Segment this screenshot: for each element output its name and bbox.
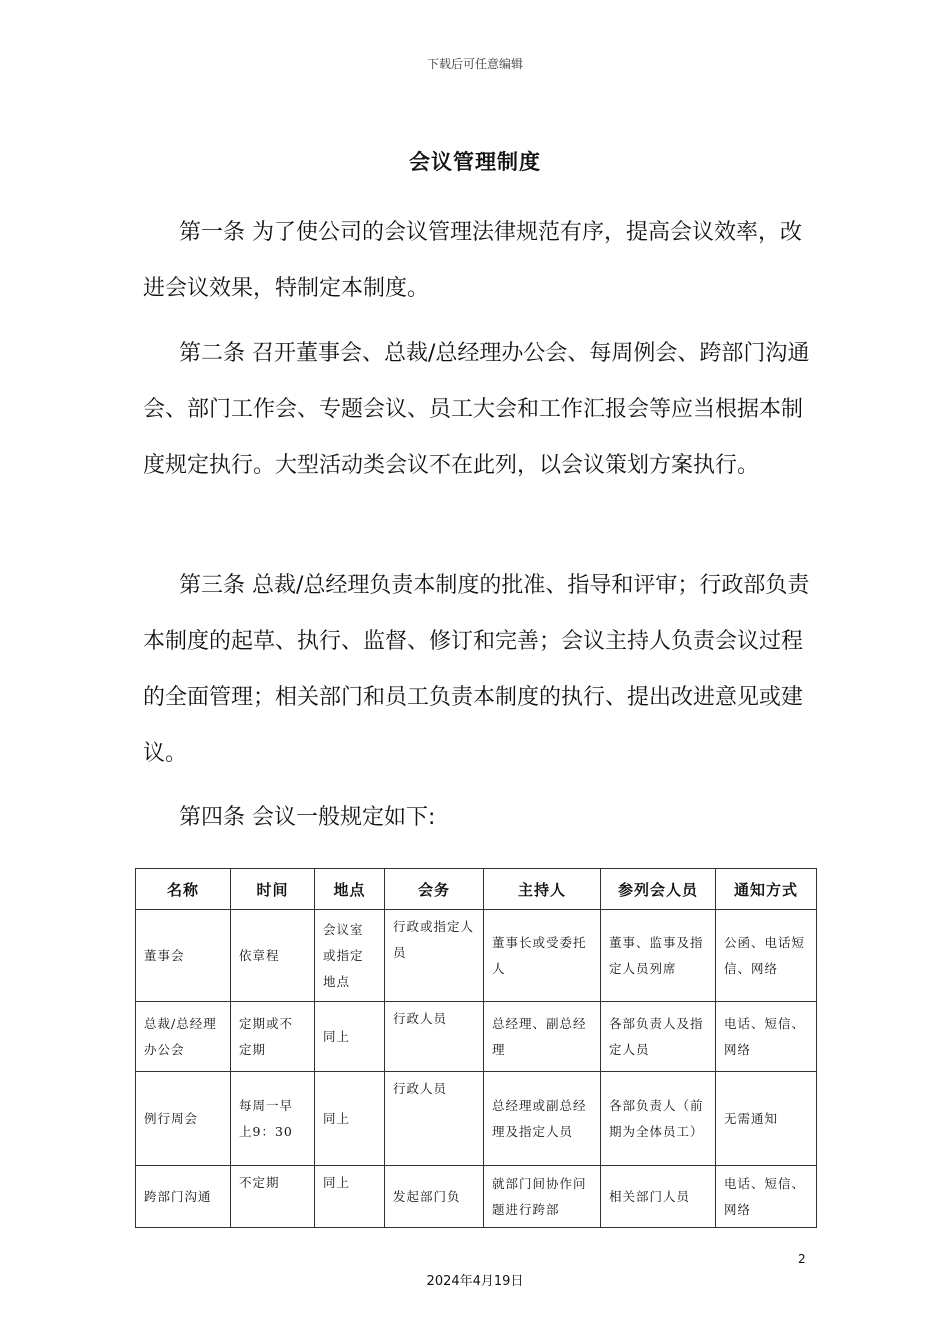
header-attendees: 参列会人员 [601,869,716,910]
header-notice: 通知方式 [716,869,817,910]
header-host: 主持人 [484,869,601,910]
table-row [136,910,817,1002]
article-3-paragraph: 第三条 总裁/总经理负责本制度的批准、指导和评审；行政部负责本制度的起草、执行、监督、修订和完善；会议主持人负责会议过程的全面管理；相关部门和员工负责本制度的执行、提出改进意见或建议。 [143,573,810,766]
table-header-row [136,869,817,910]
cell-affairs: 行政人员 [385,1072,484,1166]
meeting-rules-table [135,868,817,1228]
cell-host: 总经理或副总经理及指定人员 [484,1072,601,1166]
cell-notice: 电话、短信、网络 [716,1166,817,1228]
cell-host: 就部门间协作问题进行跨部 [484,1166,601,1228]
header-name: 名称 [136,869,231,910]
cell-affairs: 发起部门负 [385,1166,484,1228]
cell-host: 董事长或受委托人 [484,910,601,1002]
page-number: 2 [798,1252,806,1266]
cell-location: 会议室或指定地点 [315,910,385,1002]
cell-time: 不定期 [231,1166,315,1228]
cell-attendees: 各部负责人及指定人员 [601,1002,716,1072]
table-row [136,1072,817,1166]
cell-time: 定期或不定期 [231,1002,315,1072]
header-note: 下载后可任意编辑 [426,57,523,71]
cell-name: 董事会 [136,910,231,1002]
cell-host: 总经理、副总经理 [484,1002,601,1072]
cell-notice: 电话、短信、网络 [716,1002,817,1072]
cell-time: 依章程 [231,910,315,1002]
article-1-paragraph: 第一条 为了使公司的会议管理法律规范有序，提高会议效率，改进会议效果，特制定本制度。 [143,220,802,301]
cell-affairs: 行政或指定人员 [385,910,484,1002]
cell-name: 例行周会 [136,1072,231,1166]
header-affairs: 会务 [385,869,484,910]
cell-location: 同上 [315,1072,385,1166]
table-row [136,1166,817,1228]
table-row [136,1002,817,1072]
cell-attendees: 相关部门人员 [601,1166,716,1228]
cell-notice: 公函、电话短信、网络 [716,910,817,1002]
cell-notice: 无需通知 [716,1072,817,1166]
cell-attendees: 各部负责人（前期为全体员工） [601,1072,716,1166]
article-2-paragraph: 第二条 召开董事会、总裁/总经理办公会、每周例会、跨部门沟通会、部门工作会、专题会议、员工大会和工作汇报会等应当根据本制度规定执行。大型活动类会议不在此列，以会议策划方案执行。 [143,341,810,478]
document-title: 会议管理制度 [409,150,541,174]
cell-location: 同上 [315,1002,385,1072]
header-time: 时间 [231,869,315,910]
cell-attendees: 董事、监事及指定人员列席 [601,910,716,1002]
cell-location: 同上 [315,1166,385,1228]
header-location: 地点 [315,869,385,910]
cell-name: 总裁/总经理办公会 [136,1002,231,1072]
footer-date: 2024年4月19日 [426,1274,524,1289]
cell-name: 跨部门沟通 [136,1166,231,1228]
cell-time: 每周一早上9：30 [231,1072,315,1166]
article-4-paragraph: 第四条 会议一般规定如下: [179,805,436,830]
cell-affairs: 行政人员 [385,1002,484,1072]
